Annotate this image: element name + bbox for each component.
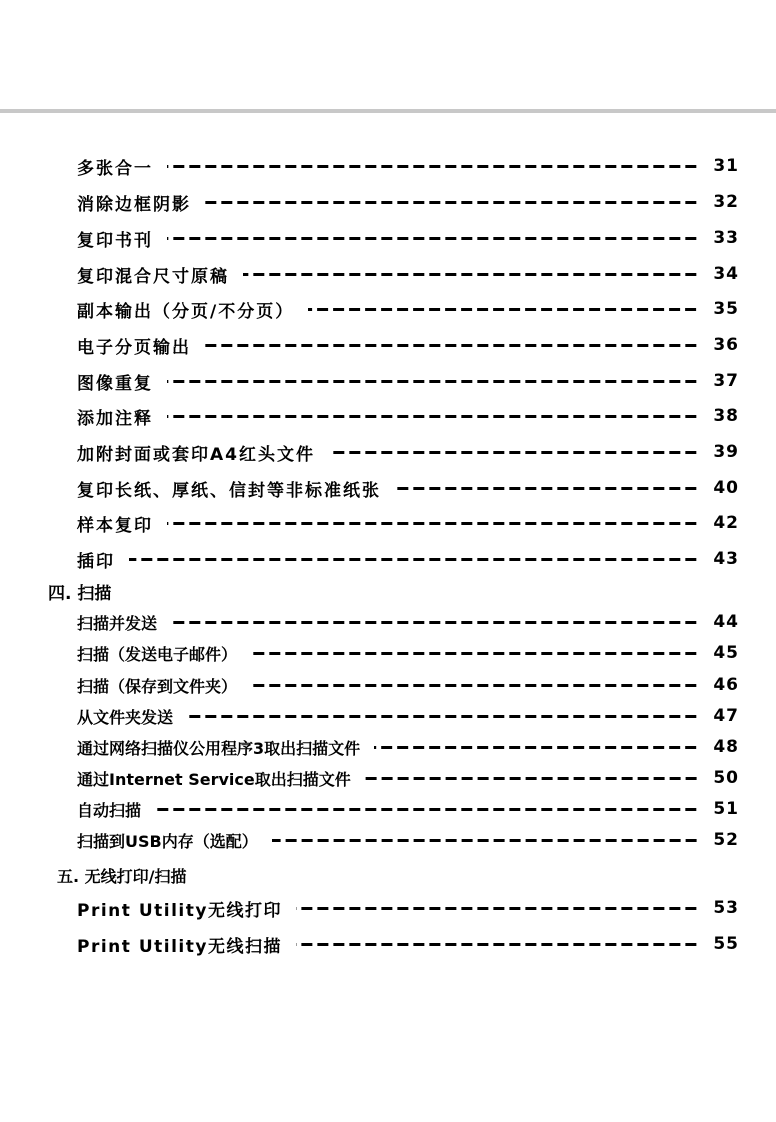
- toc-page-number: 45: [713, 643, 739, 663]
- toc-entry-title: 从文件夹发送: [77, 707, 174, 727]
- section-heading-scan: 四. 扫描: [48, 584, 112, 604]
- dash-leader: [167, 522, 701, 525]
- toc-entry[interactable]: [77, 796, 739, 822]
- dash-leader: [374, 746, 701, 749]
- toc-page-number: 52: [713, 830, 739, 850]
- toc-page-number: 36: [713, 335, 739, 355]
- toc-page-number: 51: [713, 799, 739, 819]
- toc-entry-title: 复印长纸、厚纸、信封等非标准纸张: [77, 480, 381, 501]
- toc-entry-title: 消除边框阴影: [77, 194, 191, 215]
- dash-leader: [167, 415, 701, 418]
- toc-entry[interactable]: [77, 474, 739, 502]
- toc-page-number: 38: [713, 406, 739, 426]
- toc-entry-title: 扫描（发送电子邮件）: [77, 644, 238, 664]
- toc-page-number: 47: [713, 706, 739, 726]
- dash-leader: [155, 808, 701, 811]
- dash-leader: [243, 273, 701, 276]
- toc-page-number: 50: [713, 768, 739, 788]
- section-heading-wireless: 五. 无线打印/扫描: [57, 867, 187, 886]
- toc-page-number: 40: [713, 478, 739, 498]
- toc-entry-title: 副本输出（分页/不分页）: [77, 301, 295, 322]
- dash-leader: [167, 380, 701, 383]
- toc-entry-title: 添加注释: [77, 408, 153, 429]
- dash-leader: [251, 652, 701, 655]
- toc-entry[interactable]: [77, 188, 739, 216]
- toc-entry-title: 扫描并发送: [77, 613, 158, 633]
- toc-page-number: 37: [713, 371, 739, 391]
- dash-leader: [272, 839, 702, 842]
- toc-entry[interactable]: [77, 438, 739, 466]
- toc-page-number: 48: [713, 737, 739, 757]
- dash-leader: [296, 943, 701, 946]
- dash-leader: [308, 308, 701, 311]
- toc-entry-title: Print Utility无线扫描: [77, 936, 282, 957]
- toc-entry-title: 电子分页输出: [77, 337, 191, 358]
- toc-entry[interactable]: [77, 402, 739, 430]
- toc-entry[interactable]: [77, 295, 739, 323]
- toc-entry-title: 通过Internet Service取出扫描文件: [77, 769, 351, 789]
- dash-leader: [167, 165, 701, 168]
- toc-entry[interactable]: [77, 930, 739, 958]
- toc-entry-title: 插印: [77, 551, 115, 572]
- dash-leader: [167, 237, 701, 240]
- toc-page-number: 55: [713, 934, 739, 954]
- toc-entry-title: 扫描（保存到文件夹）: [77, 676, 238, 696]
- toc-entry[interactable]: [77, 703, 739, 729]
- toc-entry[interactable]: [77, 672, 739, 698]
- toc-entry-title: 图像重复: [77, 373, 153, 394]
- toc-page-number: 39: [713, 442, 739, 462]
- toc-page-number: 53: [713, 898, 739, 918]
- toc-page-number: 43: [713, 549, 739, 569]
- dash-leader: [365, 777, 702, 780]
- toc-entry-title: 多张合一: [77, 158, 153, 179]
- toc-entry[interactable]: [77, 367, 739, 395]
- toc-entry[interactable]: [77, 509, 739, 537]
- toc-entry-title: 通过网络扫描仪公用程序3取出扫描文件: [77, 738, 361, 758]
- dash-leader: [296, 907, 701, 910]
- dash-leader: [171, 621, 701, 624]
- dash-leader: [329, 451, 701, 454]
- toc-page-number: 46: [713, 675, 739, 695]
- toc-page-number: 34: [713, 264, 739, 284]
- toc-entry[interactable]: [77, 827, 739, 853]
- toc-entry-title: 自动扫描: [77, 800, 142, 820]
- toc-entry[interactable]: [77, 152, 739, 180]
- toc-page-number: 35: [713, 299, 739, 319]
- toc-page-number: 42: [713, 513, 739, 533]
- dash-leader: [205, 344, 701, 347]
- toc-entry-title: 样本复印: [77, 515, 153, 536]
- toc-entry-title: Print Utility无线打印: [77, 900, 282, 921]
- toc-entry-title: 复印混合尺寸原稿: [77, 266, 229, 287]
- toc-entry-title: 加附封面或套印A4红头文件: [77, 444, 315, 465]
- toc-entry[interactable]: [77, 734, 739, 760]
- toc-page-number: 32: [713, 192, 739, 212]
- toc-page-number: 33: [713, 228, 739, 248]
- toc-entry[interactable]: [77, 331, 739, 359]
- toc-entry-title: 扫描到USB内存（选配）: [77, 831, 258, 851]
- toc-entry[interactable]: [77, 894, 739, 922]
- dash-leader: [251, 684, 701, 687]
- toc-entry[interactable]: [77, 640, 739, 666]
- toc-entry[interactable]: [77, 765, 739, 791]
- toc-page-number: 44: [713, 612, 739, 632]
- toc-entry-title: 复印书刊: [77, 230, 153, 251]
- toc-entry[interactable]: [77, 260, 739, 288]
- toc-page-number: 31: [713, 156, 739, 176]
- dash-leader: [187, 715, 701, 718]
- toc-entry[interactable]: [77, 545, 739, 573]
- toc-entry[interactable]: [77, 224, 739, 252]
- dash-leader: [395, 487, 701, 490]
- dash-leader: [129, 558, 701, 561]
- dash-leader: [205, 201, 701, 204]
- toc-entry[interactable]: [77, 609, 739, 635]
